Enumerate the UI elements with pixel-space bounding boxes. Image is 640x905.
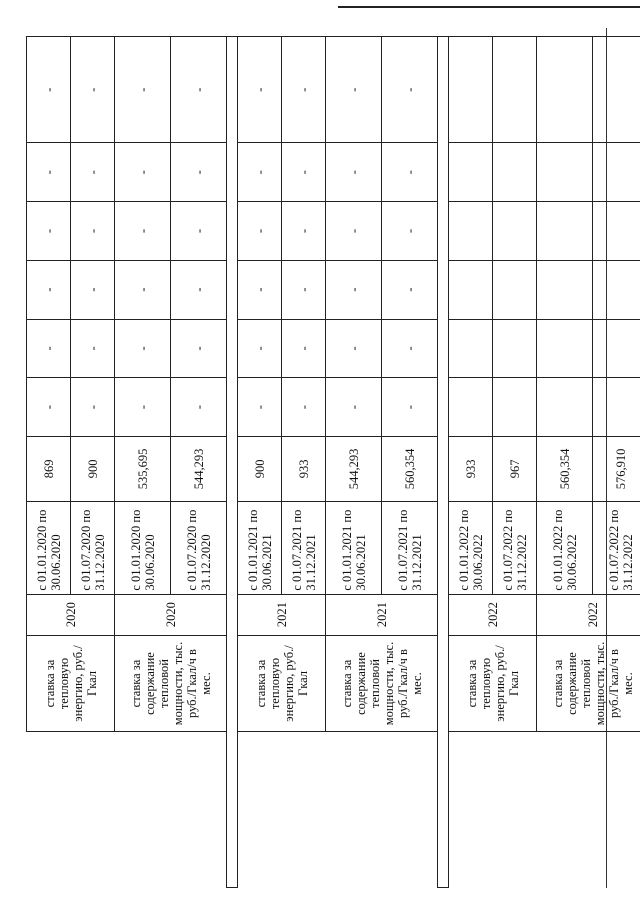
dash-cell: - (282, 202, 326, 261)
rate-value: 933 (449, 436, 493, 501)
rate-period: с 01.01.2020 по 30.06.2020 (115, 501, 171, 594)
rate-name: ставка за тепловую энергию, руб./Гкал (27, 635, 115, 732)
dash-cell: - (171, 319, 227, 378)
rate-period: с 01.07.2020 по 31.12.2020 (171, 501, 227, 594)
dash-cell: - (115, 319, 171, 378)
dash-cell (493, 260, 537, 319)
empty-cell (115, 732, 227, 888)
dash-cell (593, 202, 640, 261)
table-row (27, 37, 71, 888)
dash-cell: - (27, 143, 71, 202)
dash-cell (449, 378, 493, 437)
dash-cell: - (326, 378, 382, 437)
empty-cell (27, 732, 115, 888)
dash-cell: - (71, 202, 115, 261)
dash-cell (449, 260, 493, 319)
rate-year: 2020 (27, 594, 115, 635)
dash-cell-wide: - (382, 37, 438, 143)
dash-cell-wide (593, 37, 640, 143)
rate-year: 2022 (449, 594, 537, 635)
rate-year: 2021 (238, 594, 326, 635)
rate-value: 560,354 (537, 436, 593, 501)
dash-cell: - (238, 319, 282, 378)
rate-period: с 01.07.2020 по 31.12.2020 (71, 501, 115, 594)
dash-cell-wide (449, 37, 493, 143)
rate-value: 535,695 (115, 436, 171, 501)
dash-cell (493, 143, 537, 202)
rate-period: с 01.01.2022 по 30.06.2022 (537, 501, 593, 594)
rate-value: 933 (282, 436, 326, 501)
dash-cell (449, 143, 493, 202)
dash-cell: - (238, 202, 282, 261)
dash-cell-wide (537, 37, 593, 143)
dash-cell: - (382, 319, 438, 378)
dash-cell (593, 319, 640, 378)
dash-cell: - (282, 319, 326, 378)
dash-cell: - (71, 319, 115, 378)
rate-year: 2022 (537, 594, 640, 635)
rate-name: ставка за содержание тепловой мощности, тыс. руб./Гкал/ч в мес. (115, 635, 227, 732)
dash-cell (449, 202, 493, 261)
dash-cell: - (382, 143, 438, 202)
table-row (449, 37, 493, 888)
dash-cell: - (326, 260, 382, 319)
rate-name: ставка за тепловую энергию, руб./Гкал (238, 635, 326, 732)
dash-cell: - (71, 143, 115, 202)
dash-cell (537, 143, 593, 202)
table-row (537, 37, 593, 888)
rate-year: 2020 (115, 594, 227, 635)
dash-cell: - (238, 143, 282, 202)
empty-cell (537, 732, 640, 888)
dash-cell (537, 319, 593, 378)
dash-cell: - (326, 143, 382, 202)
table-row (115, 37, 171, 888)
rate-value: 967 (493, 436, 537, 501)
dash-cell-wide: - (27, 37, 71, 143)
table-row (326, 37, 382, 888)
dash-cell: - (326, 319, 382, 378)
scan-edge-line (338, 6, 640, 8)
dash-cell (537, 202, 593, 261)
dash-cell (593, 378, 640, 437)
dash-cell: - (282, 143, 326, 202)
rate-value: 576,910 (593, 436, 640, 501)
dash-cell-wide: - (282, 37, 326, 143)
rate-period: с 01.07.2021 по 31.12.2021 (282, 501, 326, 594)
dash-cell: - (171, 143, 227, 202)
dash-cell-wide: - (71, 37, 115, 143)
dash-cell: - (71, 378, 115, 437)
rate-period: с 01.01.2022 по 30.06.2022 (449, 501, 493, 594)
rate-name: ставка за содержание тепловой мощности, тыс. руб./Гкал/ч в мес. (326, 635, 438, 732)
dash-cell: - (115, 202, 171, 261)
dash-cell (493, 319, 537, 378)
dash-cell (593, 260, 640, 319)
dash-cell-wide: - (238, 37, 282, 143)
dash-cell: - (115, 143, 171, 202)
rotated-tariff-sheet (26, 36, 635, 888)
dash-cell: - (238, 260, 282, 319)
rate-value: 544,293 (326, 436, 382, 501)
rate-value: 900 (238, 436, 282, 501)
dash-cell: - (382, 378, 438, 437)
dash-cell (537, 260, 593, 319)
dash-cell-wide: - (171, 37, 227, 143)
dash-cell: - (171, 260, 227, 319)
rate-period: с 01.07.2021 по 31.12.2021 (382, 501, 438, 594)
dash-cell: - (171, 202, 227, 261)
rate-value: 560,354 (382, 436, 438, 501)
dash-cell: - (71, 260, 115, 319)
dash-cell: - (282, 260, 326, 319)
dash-cell (449, 319, 493, 378)
rate-name: ставка за содержание тепловой мощности, тыс. руб./Гкал/ч в мес. (537, 635, 640, 732)
dash-cell: - (382, 202, 438, 261)
rate-value: 544,293 (171, 436, 227, 501)
dash-cell: - (115, 378, 171, 437)
rate-value: 900 (71, 436, 115, 501)
dash-cell: - (282, 378, 326, 437)
dash-cell-wide: - (115, 37, 171, 143)
rate-period: с 01.07.2022 по 31.12.2022 (593, 501, 640, 594)
empty-cell (326, 732, 438, 888)
dash-cell (493, 378, 537, 437)
rate-name: ставка за тепловую энергию, руб./Гкал (449, 635, 537, 732)
empty-cell (238, 732, 326, 888)
group-gap (227, 37, 238, 888)
group-gap (438, 37, 449, 888)
dash-cell: - (27, 378, 71, 437)
dash-cell (537, 378, 593, 437)
empty-cell (449, 732, 537, 888)
table-row (238, 37, 282, 888)
rate-period: с 01.01.2021 по 30.06.2021 (238, 501, 282, 594)
dash-cell-wide (493, 37, 537, 143)
rate-period: с 01.01.2020 по 30.06.2020 (27, 501, 71, 594)
rate-period: с 01.07.2022 по 31.12.2022 (493, 501, 537, 594)
dash-cell-wide: - (326, 37, 382, 143)
rate-period: с 01.01.2021 по 30.06.2021 (326, 501, 382, 594)
dash-cell (593, 143, 640, 202)
dash-cell: - (326, 202, 382, 261)
dash-cell: - (115, 260, 171, 319)
tariff-table (26, 36, 640, 888)
rate-value: 869 (27, 436, 71, 501)
dash-cell: - (171, 378, 227, 437)
dash-cell: - (27, 260, 71, 319)
dash-cell: - (27, 319, 71, 378)
dash-cell (493, 202, 537, 261)
rate-year: 2021 (326, 594, 438, 635)
dash-cell: - (27, 202, 71, 261)
dash-cell: - (238, 378, 282, 437)
dash-cell: - (382, 260, 438, 319)
